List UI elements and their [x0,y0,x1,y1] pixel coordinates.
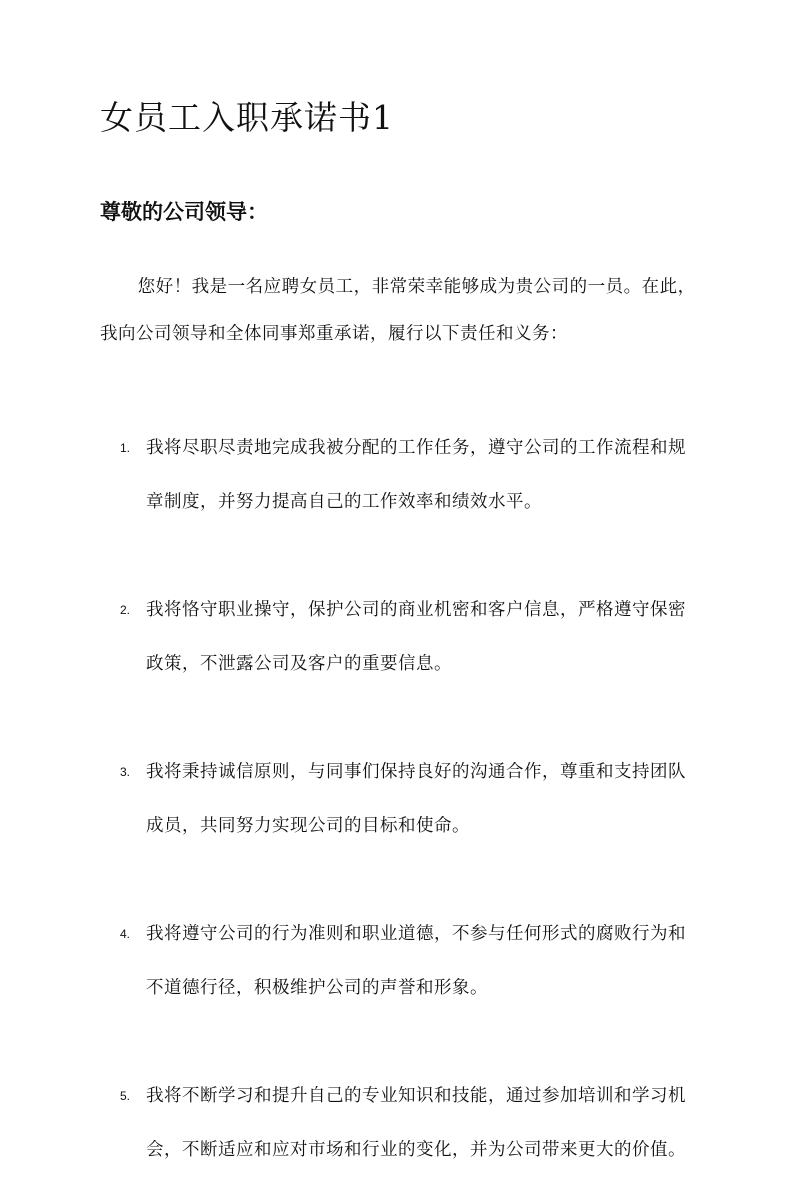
item-text: 我将秉持诚信原则，与同事们保持良好的沟通合作，尊重和支持团队成员，共同努力实现公司的目标和使命。 [146,762,686,836]
item-number: 1. [120,441,131,455]
salutation: 尊敬的公司领导： [100,199,268,224]
intro-paragraph: 您好！我是一名应聘女员工，非常荣幸能够成为贵公司的一员。在此，我向公司领导和全体同事郑重承诺，履行以下责任和义务： [100,277,696,344]
item-text: 我将尽职尽责地完成我被分配的工作任务，遵守公司的工作流程和规章制度，并努力提高自己的工作效率和绩效水平。 [146,438,686,512]
commitment-item-2 [120,583,700,691]
commitment-item-4 [120,907,700,1015]
item-text: 我将恪守职业操守，保护公司的商业机密和客户信息，严格遵守保密政策，不泄露公司及客户的重要信息。 [146,600,686,674]
commitment-item-5 [120,1069,700,1177]
item-number: 5. [120,1089,131,1103]
commitment-item-3 [120,745,700,853]
commitment-list [120,421,700,1177]
item-text: 我将不断学习和提升自己的专业知识和技能，通过参加培训和学习机会，不断适应和应对市场和行业的变化，并为公司带来更大的价值。 [146,1086,686,1160]
item-text: 我将遵守公司的行为准则和职业道德，不参与任何形式的腐败行为和不道德行径，积极维护公司的声誉和形象。 [146,924,686,998]
item-number: 2. [120,603,131,617]
document-title: 女员工入职承诺书1 [100,98,394,137]
commitment-item-1 [120,421,700,529]
item-number: 4. [120,927,131,941]
item-number: 3. [120,765,131,779]
